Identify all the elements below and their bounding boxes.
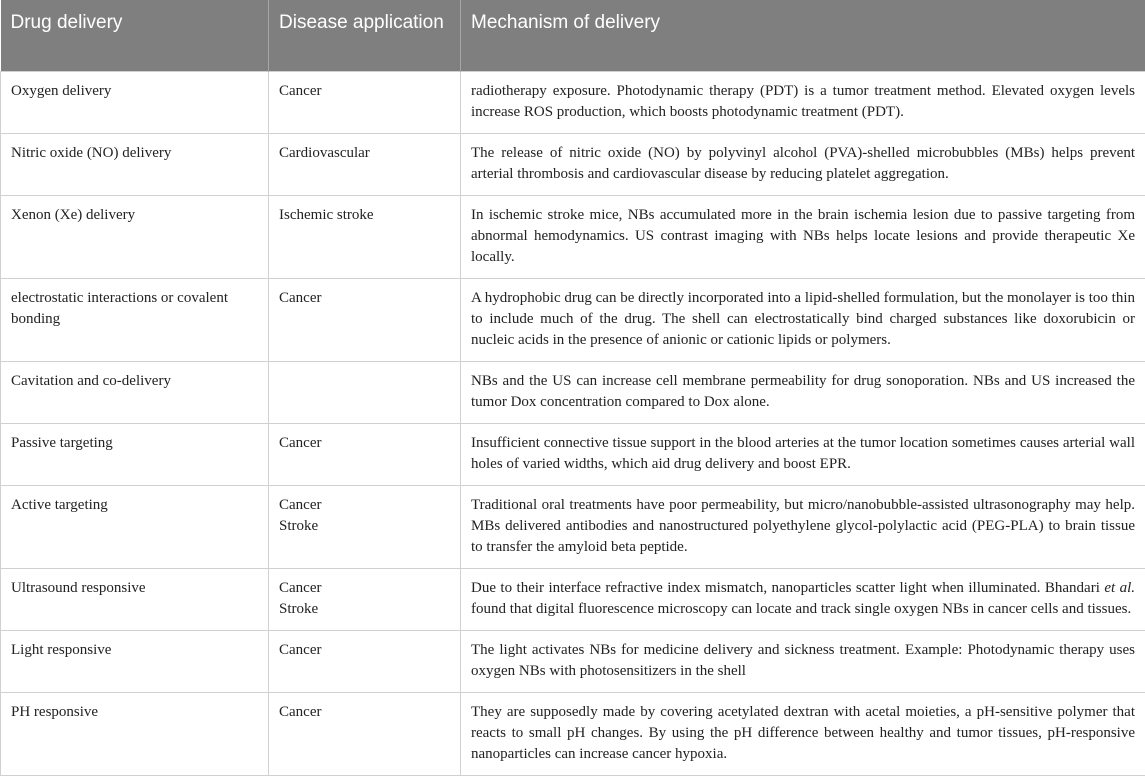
header-drug-delivery: Drug delivery <box>1 0 269 72</box>
mechanism-cell: In ischemic stroke mice, NBs accumulated more in the brain ischemia lesion due to passive targeting from abnormal hemodynamics. US contrast imaging with NBs helps locate lesions and provide therapeutic Xe locally. <box>461 196 1145 279</box>
table-row <box>1 424 1145 486</box>
disease-value: Cancer <box>279 578 450 599</box>
disease-value: Cardiovascular <box>279 143 450 164</box>
drug-cell: Oxygen delivery <box>1 72 269 134</box>
disease-cell <box>269 631 461 693</box>
drug-cell: PH responsive <box>1 693 269 776</box>
disease-value: Stroke <box>279 516 450 537</box>
drug-cell: Cavitation and co-delivery <box>1 362 269 424</box>
mechanism-cell: They are supposedly made by covering acetylated dextran with acetal moieties, a pH-sensitive polymer that reacts to small pH changes. By using the pH difference between healthy and tumor tissues, pH-responsive nanoparticles can increase cancer hypoxia. <box>461 693 1145 776</box>
drug-cell: Ultrasound responsive <box>1 569 269 631</box>
disease-value: Cancer <box>279 640 450 661</box>
mechanism-cell: Traditional oral treatments have poor permeability, but micro/nanobubble-assisted ultrasonography may help. MBs delivered antibodies and nanostructured polyethylene glycol-polylactic acid (PEG-PLA) to brain tissue to transfer the amyloid beta peptide. <box>461 486 1145 569</box>
drug-cell: Active targeting <box>1 486 269 569</box>
mechanism-cell: Insufficient connective tissue support in the blood arteries at the tumor location sometimes causes arterial wall holes of varied widths, which aid drug delivery and boost EPR. <box>461 424 1145 486</box>
table-row <box>1 569 1145 631</box>
mechanism-text: Due to their interface refractive index mismatch, nanoparticles scatter light when illuminated. Bhandari <box>471 580 1104 596</box>
disease-cell <box>269 424 461 486</box>
mechanism-text: found that digital fluorescence microscopy can locate and track single oxygen NBs in cancer cells and tissues. <box>471 601 1131 617</box>
disease-cell <box>269 486 461 569</box>
disease-value: Stroke <box>279 599 450 620</box>
drug-cell: Nitric oxide (NO) delivery <box>1 134 269 196</box>
disease-cell <box>269 196 461 279</box>
drug-cell: Xenon (Xe) delivery <box>1 196 269 279</box>
mechanism-cell: The release of nitric oxide (NO) by polyvinyl alcohol (PVA)-shelled microbubbles (MBs) helps prevent arterial thrombosis and cardiovascular disease by reducing platelet aggregation. <box>461 134 1145 196</box>
table-row <box>1 72 1145 134</box>
disease-value: Ischemic stroke <box>279 205 450 226</box>
table-row <box>1 362 1145 424</box>
table-row <box>1 196 1145 279</box>
mechanism-cell: A hydrophobic drug can be directly incorporated into a lipid-shelled formulation, but the monolayer is too thin to include much of the drug. The shell can electrostatically bind charged substances like doxorubicin or nucleic acids in the presence of anionic or cationic lipids or polymers. <box>461 279 1145 362</box>
mechanism-cell: The light activates NBs for medicine delivery and sickness treatment. Example: Photodynamic therapy uses oxygen NBs with photosensitizers in the shell <box>461 631 1145 693</box>
mechanism-cell <box>461 569 1145 631</box>
disease-value: Cancer <box>279 495 450 516</box>
header-mechanism-of-delivery: Mechanism of delivery <box>461 0 1145 72</box>
table-row <box>1 134 1145 196</box>
disease-value: Cancer <box>279 702 450 723</box>
disease-cell <box>269 693 461 776</box>
disease-cell <box>269 569 461 631</box>
table-row <box>1 631 1145 693</box>
header-disease-application: Disease application <box>269 0 461 72</box>
disease-cell <box>269 72 461 134</box>
header-row <box>1 0 1145 72</box>
drug-cell: Light responsive <box>1 631 269 693</box>
mechanism-cell: radiotherapy exposure. Photodynamic therapy (PDT) is a tumor treatment method. Elevated oxygen levels increase ROS production, which boosts photodynamic treatment (PDT). <box>461 72 1145 134</box>
mechanism-citation: et al. <box>1104 580 1135 596</box>
drug-cell: electrostatic interactions or covalent bonding <box>1 279 269 362</box>
disease-cell <box>269 279 461 362</box>
disease-value: Cancer <box>279 433 450 454</box>
disease-cell <box>269 134 461 196</box>
table-row <box>1 279 1145 362</box>
disease-value: Cancer <box>279 288 450 309</box>
disease-cell <box>269 362 461 424</box>
table-row <box>1 693 1145 776</box>
drug-cell: Passive targeting <box>1 424 269 486</box>
table-row <box>1 486 1145 569</box>
disease-value: Cancer <box>279 81 450 102</box>
mechanism-cell: NBs and the US can increase cell membrane permeability for drug sonoporation. NBs and US increased the tumor Dox concentration compared to Dox alone. <box>461 362 1145 424</box>
